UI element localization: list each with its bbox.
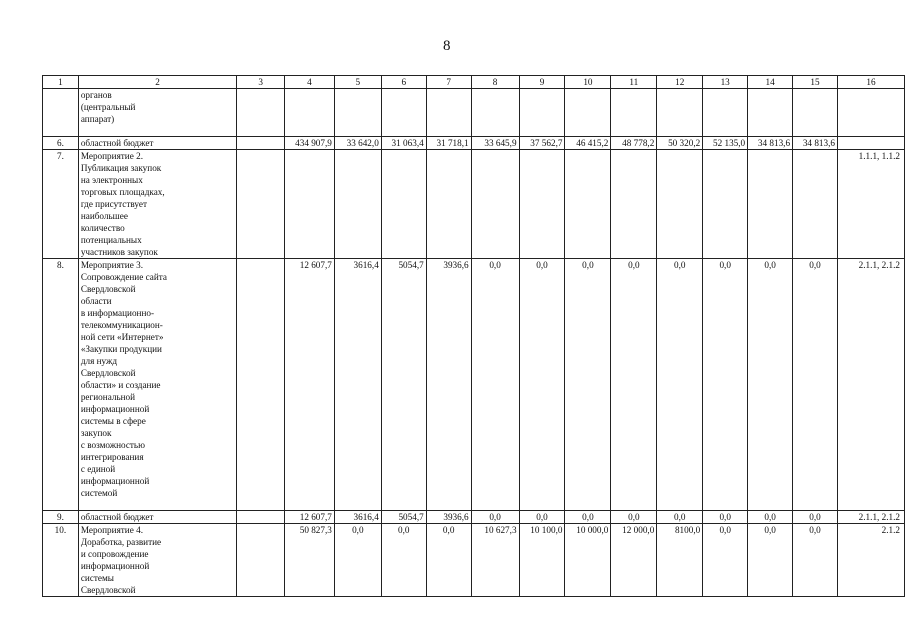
row-number xyxy=(43,89,79,137)
row-col3 xyxy=(237,150,285,259)
value-cell: 0,0 xyxy=(426,524,471,597)
row-name xyxy=(78,89,236,137)
row-name-line: аппарат) xyxy=(80,114,115,124)
header-cell: 3 xyxy=(237,76,285,89)
row-name-line: торговых площадках, xyxy=(80,187,165,197)
value-cell: 37 562,7 xyxy=(519,137,565,150)
header-cell: 1 xyxy=(43,76,79,89)
row-name-line: участников закупок xyxy=(80,247,158,257)
row-name-line: областной бюджет xyxy=(80,512,154,522)
target-codes xyxy=(837,137,904,150)
value-cell: 0,0 xyxy=(793,259,838,511)
value-cell xyxy=(793,89,838,137)
value-cell: 0,0 xyxy=(748,259,793,511)
row-name-line: где присутствует xyxy=(80,199,147,209)
value-cell: 0,0 xyxy=(611,511,657,524)
row-name-line: Публикация закупок xyxy=(80,163,162,173)
header-cell: 15 xyxy=(793,76,838,89)
row-name-line: Доработка, развитие xyxy=(80,537,162,547)
target-codes: 1.1.1, 1.1.2 xyxy=(837,150,904,259)
value-cell: 10 000,0 xyxy=(565,524,611,597)
value-cell xyxy=(748,150,793,259)
row-name-line: информационной xyxy=(80,561,150,571)
row-name-line: интегрирования xyxy=(80,452,144,462)
value-cell: 0,0 xyxy=(471,259,519,511)
value-cell xyxy=(657,89,703,137)
value-cell xyxy=(657,150,703,259)
header-cell: 13 xyxy=(703,76,748,89)
header-cell: 9 xyxy=(519,76,565,89)
header-cell: 16 xyxy=(837,76,904,89)
value-cell: 5054,7 xyxy=(381,511,426,524)
table-row xyxy=(43,524,905,597)
row-name-line: на электронных xyxy=(80,175,143,185)
value-cell: 0,0 xyxy=(565,511,611,524)
value-cell: 33 642,0 xyxy=(334,137,381,150)
row-col3 xyxy=(237,511,285,524)
value-cell xyxy=(565,89,611,137)
table-body xyxy=(43,76,905,597)
value-cell xyxy=(334,150,381,259)
target-codes xyxy=(837,89,904,137)
row-name-line: информационной xyxy=(80,476,150,486)
value-cell: 0,0 xyxy=(657,259,703,511)
page-number: 8 xyxy=(443,38,451,54)
value-cell: 0,0 xyxy=(748,524,793,597)
row-name-line: Свердловской xyxy=(80,284,136,294)
value-cell: 48 778,2 xyxy=(611,137,657,150)
row-name-line: для нужд xyxy=(80,356,118,366)
row-name-line: «Закупки продукции xyxy=(80,344,162,354)
value-cell xyxy=(519,89,565,137)
row-name xyxy=(78,137,236,150)
row-name xyxy=(78,259,236,511)
row-col3 xyxy=(237,259,285,511)
value-cell: 0,0 xyxy=(334,524,381,597)
value-cell: 34 813,6 xyxy=(793,137,838,150)
row-name-line: наибольшее xyxy=(80,211,128,221)
row-name-line: с возможностью xyxy=(80,440,145,450)
value-cell: 3616,4 xyxy=(334,259,381,511)
table-row xyxy=(43,511,905,524)
value-cell: 33 645,9 xyxy=(471,137,519,150)
row-name-line: с единой xyxy=(80,464,116,474)
value-cell xyxy=(426,89,471,137)
value-cell: 0,0 xyxy=(519,259,565,511)
value-cell xyxy=(381,150,426,259)
row-name-line: региональной xyxy=(80,392,136,402)
row-col3 xyxy=(237,137,285,150)
value-cell: 8100,0 xyxy=(657,524,703,597)
row-name-line: и сопровождение xyxy=(80,549,149,559)
row-name xyxy=(78,150,236,259)
row-name-line: Сопровождение сайта xyxy=(80,272,167,282)
value-cell: 0,0 xyxy=(793,511,838,524)
value-cell: 10 100,0 xyxy=(519,524,565,597)
value-cell: 0,0 xyxy=(793,524,838,597)
row-name-line: области» и создание xyxy=(80,380,161,390)
row-name-line: системы xyxy=(80,573,114,583)
value-cell: 0,0 xyxy=(471,511,519,524)
target-codes: 2.1.1, 2.1.2 xyxy=(837,259,904,511)
value-cell: 5054,7 xyxy=(381,259,426,511)
header-cell: 14 xyxy=(748,76,793,89)
row-name-line: информационной xyxy=(80,404,150,414)
value-cell: 0,0 xyxy=(381,524,426,597)
row-name xyxy=(78,511,236,524)
value-cell xyxy=(284,150,334,259)
value-cell xyxy=(334,89,381,137)
value-cell xyxy=(426,150,471,259)
value-cell: 0,0 xyxy=(519,511,565,524)
value-cell: 10 627,3 xyxy=(471,524,519,597)
value-cell: 0,0 xyxy=(703,259,748,511)
row-number: 9. xyxy=(43,511,79,524)
header-cell: 2 xyxy=(78,76,236,89)
value-cell: 3616,4 xyxy=(334,511,381,524)
row-name-line: Мероприятие 3. xyxy=(80,260,143,270)
value-cell xyxy=(471,89,519,137)
value-cell: 0,0 xyxy=(703,524,748,597)
value-cell: 50 320,2 xyxy=(657,137,703,150)
header-cell: 5 xyxy=(334,76,381,89)
row-name xyxy=(78,524,236,597)
table-row xyxy=(43,89,905,137)
value-cell: 52 135,0 xyxy=(703,137,748,150)
value-cell: 0,0 xyxy=(703,511,748,524)
row-name-line: области xyxy=(80,296,112,306)
row-number: 7. xyxy=(43,150,79,259)
row-name-line: ной сети «Интернет» xyxy=(80,332,164,342)
row-number: 10. xyxy=(43,524,79,597)
value-cell xyxy=(611,150,657,259)
row-name-line: (центральный xyxy=(80,102,136,112)
header-cell: 12 xyxy=(657,76,703,89)
target-codes: 2.1.1, 2.1.2 xyxy=(837,511,904,524)
row-name-line: системой xyxy=(80,488,118,498)
header-cell: 10 xyxy=(565,76,611,89)
row-number: 8. xyxy=(43,259,79,511)
value-cell: 12 607,7 xyxy=(284,259,334,511)
row-name-line: количество xyxy=(80,223,125,233)
value-cell: 31 718,1 xyxy=(426,137,471,150)
value-cell xyxy=(519,150,565,259)
value-cell: 0,0 xyxy=(611,259,657,511)
value-cell: 3936,6 xyxy=(426,511,471,524)
header-cell: 11 xyxy=(611,76,657,89)
value-cell: 12 607,7 xyxy=(284,511,334,524)
header-cell: 7 xyxy=(426,76,471,89)
value-cell: 3936,6 xyxy=(426,259,471,511)
value-cell: 0,0 xyxy=(748,511,793,524)
table-row xyxy=(43,259,905,511)
row-col3 xyxy=(237,89,285,137)
table-row xyxy=(43,137,905,150)
row-name-line: телекоммуникацион- xyxy=(80,320,163,330)
value-cell: 434 907,9 xyxy=(284,137,334,150)
row-col3 xyxy=(237,524,285,597)
header-row xyxy=(43,76,905,89)
table-row xyxy=(43,150,905,259)
header-cell: 6 xyxy=(381,76,426,89)
row-name-line: Свердловской xyxy=(80,585,136,595)
value-cell: 50 827,3 xyxy=(284,524,334,597)
value-cell: 12 000,0 xyxy=(611,524,657,597)
value-cell xyxy=(793,150,838,259)
value-cell xyxy=(565,150,611,259)
row-name-line: областной бюджет xyxy=(80,138,154,148)
value-cell: 46 415,2 xyxy=(565,137,611,150)
value-cell xyxy=(611,89,657,137)
row-name-line: Мероприятие 2. xyxy=(80,151,143,161)
row-name-line: Мероприятие 4. xyxy=(80,525,143,535)
row-name-line: закупок xyxy=(80,428,112,438)
value-cell: 0,0 xyxy=(657,511,703,524)
value-cell xyxy=(471,150,519,259)
value-cell xyxy=(703,150,748,259)
row-name-line: в информационно- xyxy=(80,308,155,318)
row-name-line: Свердловской xyxy=(80,368,136,378)
value-cell: 0,0 xyxy=(565,259,611,511)
budget-table xyxy=(42,75,905,597)
value-cell xyxy=(748,89,793,137)
row-name-line: органов xyxy=(80,90,112,100)
value-cell xyxy=(703,89,748,137)
value-cell xyxy=(381,89,426,137)
header-cell: 8 xyxy=(471,76,519,89)
value-cell: 34 813,6 xyxy=(748,137,793,150)
value-cell xyxy=(284,89,334,137)
value-cell: 31 063,4 xyxy=(381,137,426,150)
header-cell: 4 xyxy=(284,76,334,89)
target-codes: 2.1.2 xyxy=(837,524,904,597)
row-name-line: потенциальных xyxy=(80,235,142,245)
row-name-line: системы в сфере xyxy=(80,416,146,426)
row-number: 6. xyxy=(43,137,79,150)
